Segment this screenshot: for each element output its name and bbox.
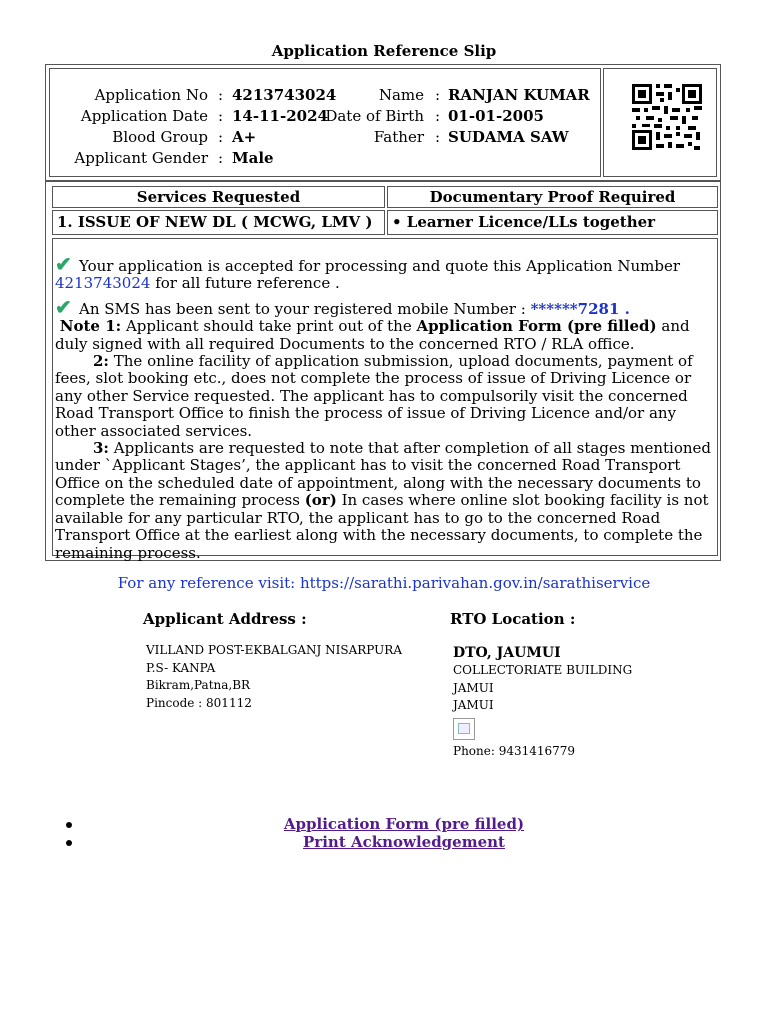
rto-phone: Phone: 9431416779 bbox=[453, 743, 576, 758]
application-number-highlight: 4213743024 bbox=[55, 274, 151, 293]
header-services-requested: Services Requested bbox=[52, 186, 385, 208]
list-item bbox=[0, 815, 768, 833]
applicant-address: VILLAND POST-EKBALGANJ NISARPURA P.S- KANPA Bikram,Patna,BR Pincode : 801112 bbox=[146, 643, 402, 710]
action-links bbox=[0, 815, 768, 851]
applicant-address-heading: Applicant Address : bbox=[143, 610, 307, 628]
list-item bbox=[0, 833, 768, 851]
note-3: 3: Applicants are requested to note that after completion of all stages mentioned under `Applicant Stages’, the applicant has to visit the concerned Road Transport Office on the scheduled date of appointment, along with the necessary documents to complete the remaining process (or) In cases where online slot booking facility is not available for any particular RTO, the applicant has to go to the concerned Road Transport Office at the earliest along with the necessary documents, to complete the remaining process. bbox=[55, 439, 711, 562]
application-no-label: Application No bbox=[94, 86, 208, 104]
broken-image-icon bbox=[453, 718, 475, 740]
blood-group-value: A+ bbox=[232, 128, 257, 146]
qr-code-box bbox=[603, 68, 717, 177]
dob-label: Date of Birth bbox=[325, 107, 424, 125]
applicant-details: Application No : 4213743024 Name : RANJAN KUMAR Application Date : 14-11-2024 Date of Birth : 01-01-2005 Blood Group : A+ Father : SUDAMA SAW Applicant Gender : Male bbox=[49, 68, 601, 177]
check-icon: ✔ bbox=[55, 294, 72, 319]
reference-link-text[interactable]: For any reference visit: https://sarathi.parivahan.gov.in/sarathiservice bbox=[117, 574, 651, 592]
name-label: Name bbox=[378, 86, 424, 104]
applicant-info-box bbox=[45, 64, 721, 181]
rto-location: DTO, JAUMUI COLLECTORIATE BUILDING JAMUI JAMUI Phone: 9431416779 bbox=[453, 644, 632, 760]
page-title: Application Reference Slip bbox=[271, 42, 497, 60]
rto-location-heading: RTO Location : bbox=[450, 610, 576, 628]
service-requested-value: 1. ISSUE OF NEW DL ( MCWG, LMV ) bbox=[52, 210, 385, 235]
name-value: RANJAN KUMAR bbox=[448, 86, 590, 104]
gender-label: Applicant Gender bbox=[74, 149, 208, 167]
note-2: 2: The online facility of application submission, upload documents, payment of fees, slot booking etc., does not complete the process of issue of Driving Licence or any other Service requested. The applicant has to compulsorily visit the concerned Road Transport Office to finish the process of issue of Driving Licence and/or any other associated services. bbox=[55, 352, 693, 440]
proof-required-value: • Learner Licence/LLs together bbox=[387, 210, 718, 235]
application-form-link[interactable]: Application Form (pre filled) bbox=[283, 815, 525, 833]
check-icon: ✔ bbox=[55, 252, 72, 276]
notes-text bbox=[55, 252, 715, 562]
rto-name: DTO, JAUMUI bbox=[453, 645, 561, 661]
print-acknowledgement-link[interactable]: Print Acknowledgement bbox=[303, 833, 505, 851]
application-date-value: 14-11-2024 bbox=[232, 107, 328, 125]
sms-message: ✔ An SMS has been sent to your registered mobile Number : ******7281 . bbox=[55, 294, 630, 319]
note-1: Note 1: Applicant should take print out of the Application Form (pre filled) and duly signed with all required Documents to the concerned RTO / RLA office. bbox=[55, 317, 690, 353]
masked-mobile-number: ******7281 . bbox=[530, 299, 630, 318]
father-label: Father bbox=[373, 128, 424, 146]
father-value: SUDAMA SAW bbox=[448, 128, 569, 146]
dob-value: 01-01-2005 bbox=[448, 107, 544, 125]
qr-code-icon bbox=[632, 84, 702, 150]
application-no-value: 4213743024 bbox=[232, 86, 337, 104]
gender-value: Male bbox=[232, 149, 274, 167]
blood-group-label: Blood Group bbox=[112, 128, 208, 146]
accepted-message: ✔ Your application is accepted for processing and quote this Application Number 4213743024 for all future reference . bbox=[55, 252, 680, 293]
application-date-label: Application Date bbox=[80, 107, 208, 125]
header-documentary-proof: Documentary Proof Required bbox=[387, 186, 718, 208]
